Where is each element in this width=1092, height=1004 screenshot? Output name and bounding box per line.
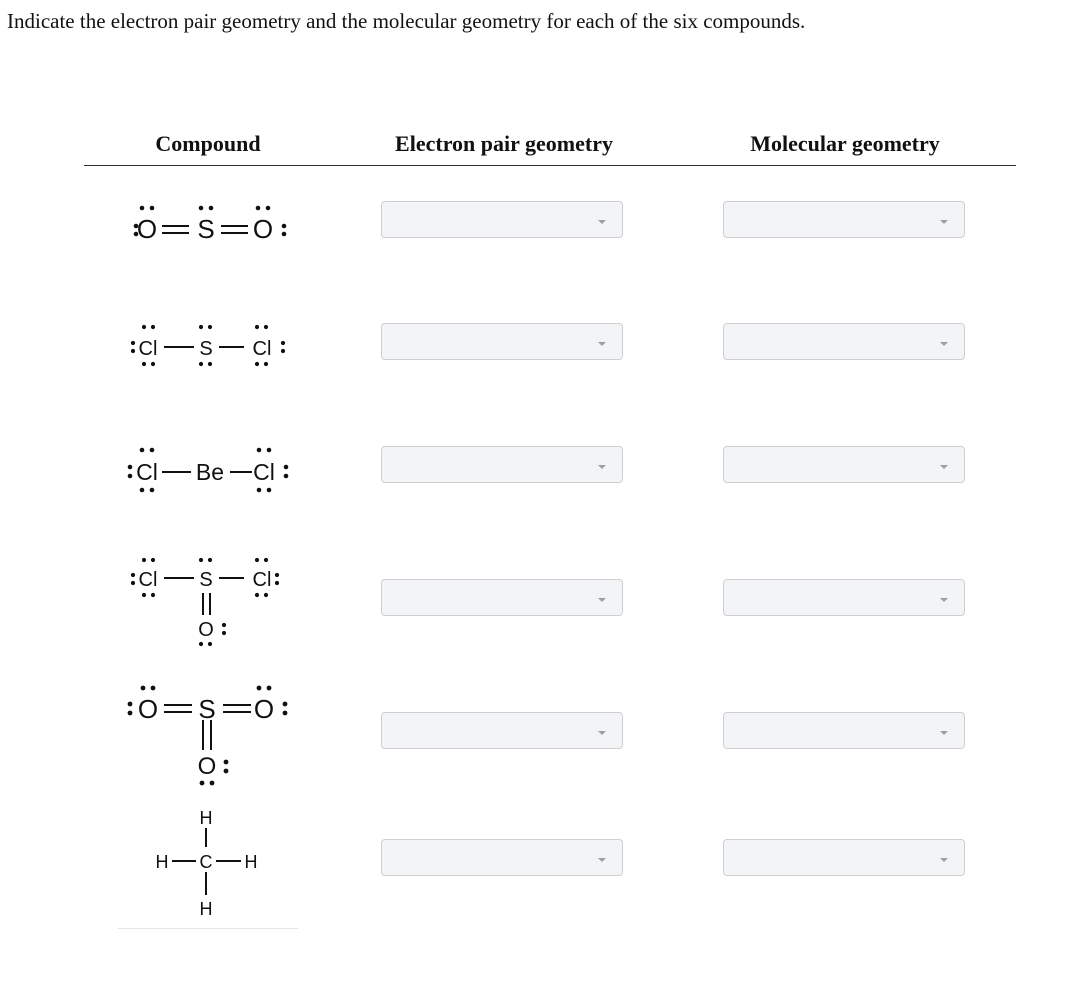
electron-pair-select-3[interactable] xyxy=(381,446,623,483)
atom-o-bottom: O xyxy=(198,619,214,641)
compound-header: Compound xyxy=(155,131,261,156)
caret-down-icon xyxy=(940,342,948,346)
atom-o-right: O xyxy=(252,214,274,244)
atom-o-left: O xyxy=(136,214,158,244)
atom-h-top: H xyxy=(199,808,213,828)
lewis-structure-3 xyxy=(120,442,300,498)
caret-down-icon xyxy=(940,465,948,469)
electron-pair-select-6[interactable] xyxy=(381,839,623,876)
lewis-structure-6 xyxy=(120,800,300,925)
atom-cl-left: Cl xyxy=(136,459,158,485)
electron-pair-select-4[interactable] xyxy=(381,579,623,616)
caret-down-icon xyxy=(598,220,606,224)
atom-h-right: H xyxy=(244,852,258,872)
caret-down-icon xyxy=(940,731,948,735)
atom-h-left: H xyxy=(155,852,169,872)
electron-pair-select-5[interactable] xyxy=(381,712,623,749)
atom-o-bottom: O xyxy=(197,753,217,780)
atom-o-left: O xyxy=(137,694,159,724)
lewis-structure-5 xyxy=(120,680,300,790)
header-divider xyxy=(84,165,1016,166)
instruction-text: Indicate the electron pair geometry and the molecular geometry for each of the six compounds. xyxy=(7,9,806,33)
molecular-select-3[interactable] xyxy=(723,446,965,483)
electron-pair-header: Electron pair geometry xyxy=(395,131,613,156)
atom-cl-left: Cl xyxy=(138,569,158,591)
atom-o-right: O xyxy=(253,694,275,724)
atom-c: C xyxy=(199,852,213,872)
lewis-structure-4 xyxy=(120,553,300,653)
lewis-structure-2 xyxy=(120,318,300,374)
atom-s: S xyxy=(198,694,216,724)
atom-cl-right: Cl xyxy=(252,569,272,591)
atom-be: Be xyxy=(195,459,225,485)
molecular-select-1[interactable] xyxy=(723,201,965,238)
caret-down-icon xyxy=(598,342,606,346)
caret-down-icon xyxy=(598,731,606,735)
electron-pair-select-1[interactable] xyxy=(381,201,623,238)
atom-cl-right: Cl xyxy=(252,338,272,360)
caret-down-icon xyxy=(940,598,948,602)
molecular-select-6[interactable] xyxy=(723,839,965,876)
caret-down-icon xyxy=(598,598,606,602)
molecular-select-5[interactable] xyxy=(723,712,965,749)
lewis-structure-1 xyxy=(120,195,300,245)
atom-s: S xyxy=(197,214,215,244)
caret-down-icon xyxy=(598,465,606,469)
molecular-select-4[interactable] xyxy=(723,579,965,616)
table-bottom-line xyxy=(118,928,298,929)
molecular-select-2[interactable] xyxy=(723,323,965,360)
atom-s: S xyxy=(199,569,213,591)
caret-down-icon xyxy=(598,858,606,862)
atom-cl-right: Cl xyxy=(253,459,275,485)
molecular-header: Molecular geometry xyxy=(750,131,940,156)
caret-down-icon xyxy=(940,220,948,224)
atom-cl-left: Cl xyxy=(138,338,158,360)
caret-down-icon xyxy=(940,858,948,862)
atom-h-bottom: H xyxy=(199,899,213,919)
atom-s: S xyxy=(199,338,213,360)
electron-pair-select-2[interactable] xyxy=(381,323,623,360)
